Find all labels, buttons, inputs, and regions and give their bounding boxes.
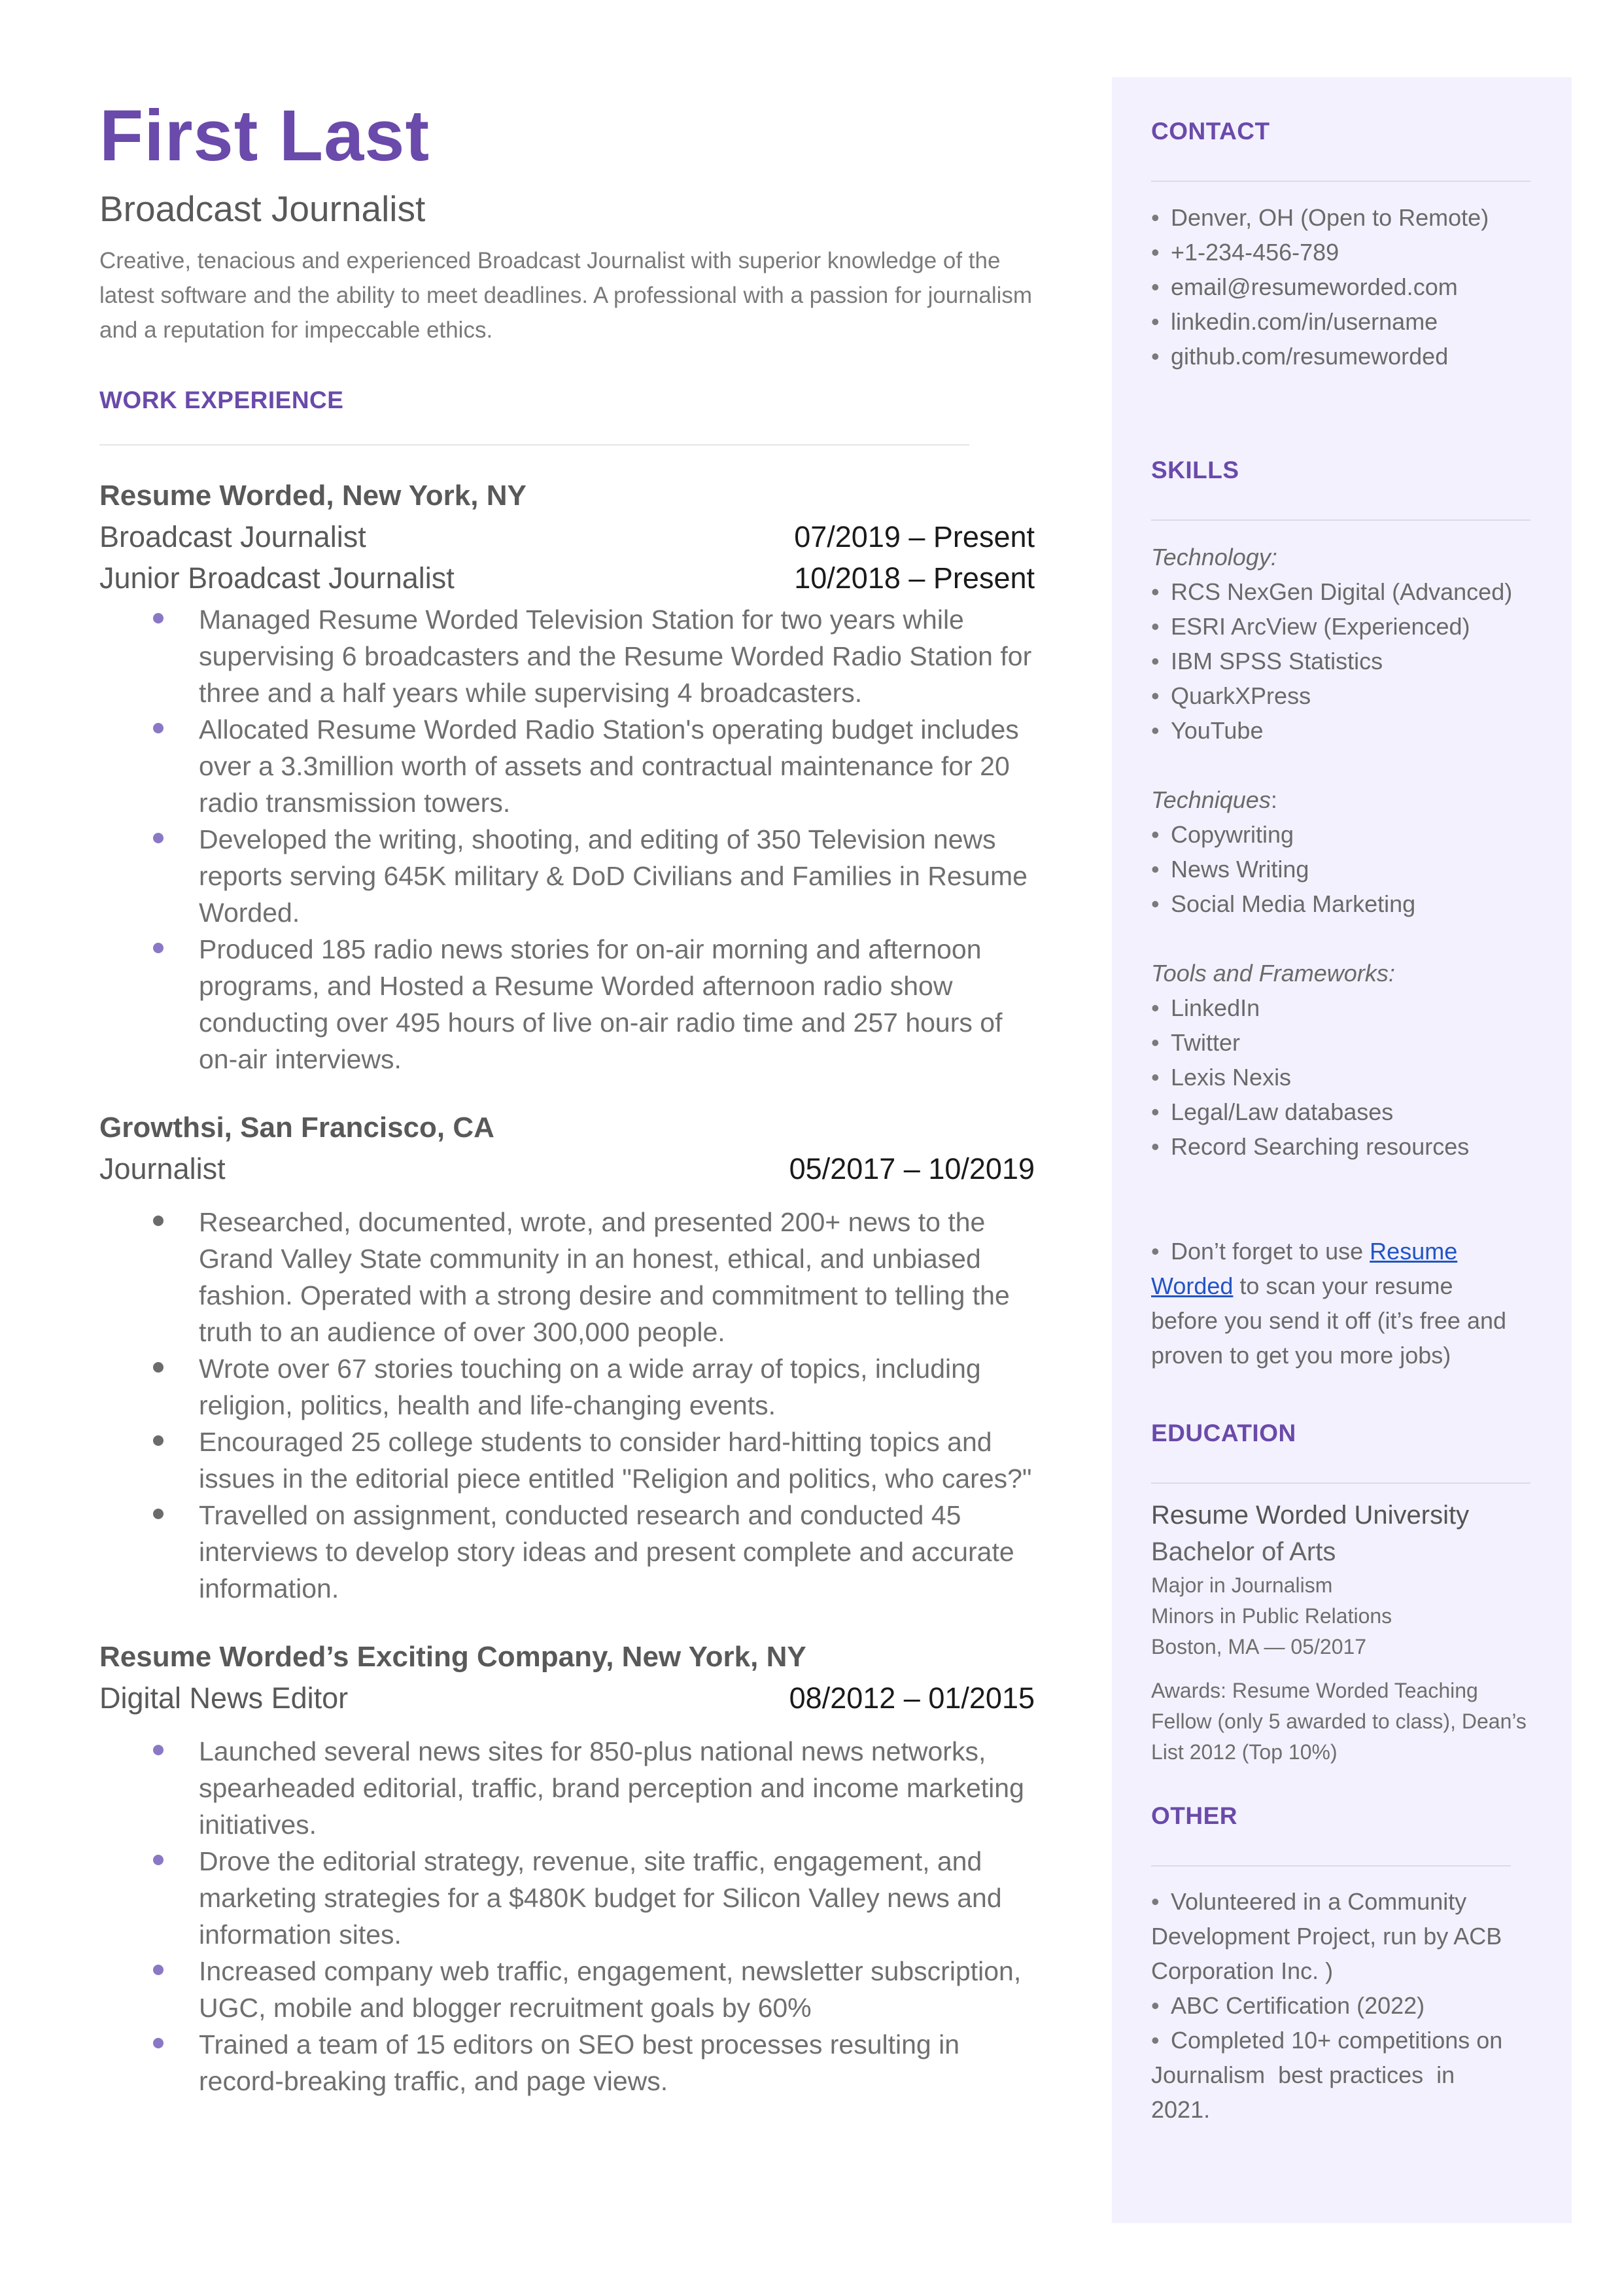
section-divider [1151, 519, 1530, 521]
job-bullet [99, 821, 1035, 931]
job-bullet [99, 1204, 1035, 1350]
contact-phone[interactable]: • +1-234-456-789 [1151, 239, 1339, 266]
bullet-dot-icon [153, 833, 164, 843]
job-bullet [99, 931, 1035, 1077]
bullet-dot-icon [153, 943, 164, 953]
skills-tools-label: Tools and Frameworks: [1151, 960, 1395, 987]
job-company: Resume Worded’s Exciting Company, New York, NY [99, 1640, 806, 1673]
job-bullet-text: Managed Resume Worded Television Station for two years while supervising 6 broadcasters and the Resume Worded Radio Station for three and a half years while supervising 4 broadcasters. [199, 604, 1032, 708]
job-bullet [99, 1424, 1035, 1497]
skills-techniques-list [1151, 817, 1544, 921]
candidate-title: Broadcast Journalist [99, 188, 426, 229]
section-divider [99, 444, 969, 446]
job-role-title: Broadcast Journalist [99, 519, 366, 553]
job-bullets [99, 601, 1035, 1077]
job-role-title: Journalist [99, 1151, 226, 1185]
bullet-dot-icon [153, 723, 164, 733]
resume-worded-tip: • Don’t forget to use Resume Worded to scan your resume before you send it off (it’s free and proven to get you more jobs) [1151, 1238, 1507, 1369]
skill-item: • RCS NexGen Digital (Advanced) [1151, 578, 1513, 605]
bullet-dot-icon [153, 2038, 164, 2048]
bullet-dot-icon [153, 1855, 164, 1865]
skill-item: • Record Searching resources [1151, 1133, 1470, 1160]
skills-technology-list [1151, 574, 1544, 748]
job-bullets [99, 1204, 1035, 1607]
job-bullet [99, 2026, 1035, 2099]
skill-item: • YouTube [1151, 717, 1264, 744]
job-bullet-text: Launched several news sites for 850-plus national news networks, spearheaded editorial, traffic, brand perception and income marketing initiatives. [199, 1736, 1024, 1840]
sidebar [1112, 77, 1572, 2223]
skills-heading: SKILLS [1151, 457, 1239, 483]
education-degree: Bachelor of Arts [1151, 1537, 1336, 1566]
job-bullet-text: Drove the editorial strategy, revenue, site traffic, engagement, and marketing strategies for a $480K budget for Silicon Valley news and information sites. [199, 1846, 1002, 1950]
job-bullet [99, 1497, 1035, 1607]
bullet-dot-icon [153, 1965, 164, 1975]
contact-location: • Denver, OH (Open to Remote) [1151, 204, 1489, 231]
section-divider [1151, 1865, 1511, 1866]
job-entry [99, 1108, 1035, 1607]
job-role-dates: 08/2012 – 01/2015 [789, 1681, 1035, 1715]
work-experience-heading: WORK EXPERIENCE [99, 386, 344, 413]
job-bullet-text: Encouraged 25 college students to consider hard-hitting topics and issues in the editorial piece entitled "Religion and politics, who cares?" [199, 1426, 1032, 1494]
job-role-dates: 07/2019 – Present [794, 519, 1035, 553]
job-bullet-text: Researched, documented, wrote, and presented 200+ news to the Grand Valley State community in an honest, ethical, and unbiased fashion. Operated with a strong desire and commitment to telling the truth to an audience of over 300,000 people. [199, 1206, 1010, 1347]
skill-item: • IBM SPSS Statistics [1151, 648, 1383, 674]
job-role-dates: 10/2018 – Present [794, 561, 1035, 595]
job-bullet [99, 601, 1035, 711]
education-awards: Awards: Resume Worded Teaching Fellow (only 5 awarded to class), Dean’s List 2012 (Top 10%) [1151, 1679, 1527, 1764]
job-company: Resume Worded, New York, NY [99, 479, 527, 512]
skills-technology-label: Technology: [1151, 544, 1277, 570]
contact-list [1151, 200, 1544, 374]
summary: Creative, tenacious and experienced Broadcast Journalist with superior knowledge of the latest software and the ability to meet deadlines. A professional with a passion for journalism and a reputation for impeccable ethics. [99, 247, 1033, 343]
education-school: Resume Worded University [1151, 1501, 1470, 1530]
skill-item: • Lexis Nexis [1151, 1064, 1292, 1091]
education-major: Major in Journalism [1151, 1573, 1333, 1597]
resume-worded-link[interactable]: Worded [1151, 1272, 1234, 1299]
job-bullets [99, 1733, 1035, 2099]
education-heading: EDUCATION [1151, 1420, 1296, 1446]
skill-item: • Copywriting [1151, 821, 1294, 848]
skills-techniques-label: Techniques: [1151, 786, 1277, 813]
education-location-date: Boston, MA — 05/2017 [1151, 1635, 1367, 1658]
bullet-dot-icon [153, 613, 164, 623]
skill-item: • Legal/Law databases [1151, 1098, 1394, 1125]
other-heading: OTHER [1151, 1802, 1237, 1829]
bullet-dot-icon [153, 1362, 164, 1373]
job-role-row [99, 1677, 1035, 1719]
job-entry [99, 476, 1035, 1077]
job-role-row [99, 557, 1035, 599]
skill-item: • Social Media Marketing [1151, 890, 1416, 917]
skill-item: • QuarkXPress [1151, 682, 1311, 709]
job-bullet [99, 1953, 1035, 2026]
contact-github[interactable]: • github.com/resumeworded [1151, 343, 1449, 370]
bullet-dot-icon [153, 1745, 164, 1755]
job-bullet [99, 711, 1035, 821]
skills-tools-list [1151, 990, 1544, 1164]
other-list: • Volunteered in a Community Development Project, run by ACB Corporation Inc. ) • ABC Certification (2022) • Completed 10+ competitions on Journalism best practices in 2021. [1151, 1888, 1503, 2123]
job-bullet-text: Allocated Resume Worded Radio Station's operating budget includes over a 3.3million worth of assets and contractual maintenance for 20 radio transmission towers. [199, 714, 1019, 818]
job-role-row [99, 516, 1035, 557]
job-company: Growthsi, San Francisco, CA [99, 1111, 494, 1144]
job-role-dates: 05/2017 – 10/2019 [789, 1151, 1035, 1185]
job-role-title: Junior Broadcast Journalist [99, 561, 455, 595]
bullet-dot-icon [153, 1509, 164, 1519]
contact-heading: CONTACT [1151, 118, 1270, 145]
job-bullet [99, 1350, 1035, 1424]
contact-email[interactable]: • email@resumeworded.com [1151, 273, 1458, 300]
section-divider [1151, 181, 1530, 182]
skill-item: • Twitter [1151, 1029, 1241, 1056]
bullet-dot-icon [153, 1216, 164, 1226]
bullet-dot-icon [153, 1435, 164, 1446]
main-column [99, 98, 1035, 2099]
job-bullet-text: Developed the writing, shooting, and editing of 350 Television news reports serving 645K military & DoD Civilians and Families in Resume Worded. [199, 824, 1028, 928]
skill-item: • ESRI ArcView (Experienced) [1151, 613, 1470, 640]
contact-linkedin[interactable]: • linkedin.com/in/username [1151, 308, 1438, 335]
job-role-title: Digital News Editor [99, 1681, 349, 1715]
job-bullet-text: Trained a team of 15 editors on SEO best processes resulting in record-breaking traffic, and page views. [199, 2029, 960, 2096]
job-bullet [99, 1843, 1035, 1953]
skill-item: • LinkedIn [1151, 994, 1260, 1021]
job-bullet-text: Increased company web traffic, engagement, newsletter subscription, UGC, mobile and blogger recruitment goals by 60% [199, 1955, 1022, 2023]
section-divider [1151, 1482, 1530, 1484]
job-bullet-text: Travelled on assignment, conducted research and conducted 45 interviews to develop story ideas and present complete and accurate information. [199, 1499, 1014, 1603]
candidate-name: First Last [99, 96, 430, 176]
education-entry [1151, 1497, 1557, 1768]
skill-item: • News Writing [1151, 856, 1309, 883]
job-role-row [99, 1148, 1035, 1189]
job-bullet-text: Wrote over 67 stories touching on a wide array of topics, including religion, politics, health and life-changing events. [199, 1353, 981, 1420]
job-bullet [99, 1733, 1035, 1843]
job-bullet-text: Produced 185 radio news stories for on-air morning and afternoon programs, and Hosted a Resume Worded afternoon radio show conducting over 495 hours of live on-air radio time and 257 hours of on-air interviews. [199, 934, 1003, 1074]
resume-worded-link[interactable]: Resume [1370, 1238, 1458, 1265]
education-minors: Minors in Public Relations [1151, 1604, 1392, 1628]
job-entry [99, 1637, 1035, 2099]
